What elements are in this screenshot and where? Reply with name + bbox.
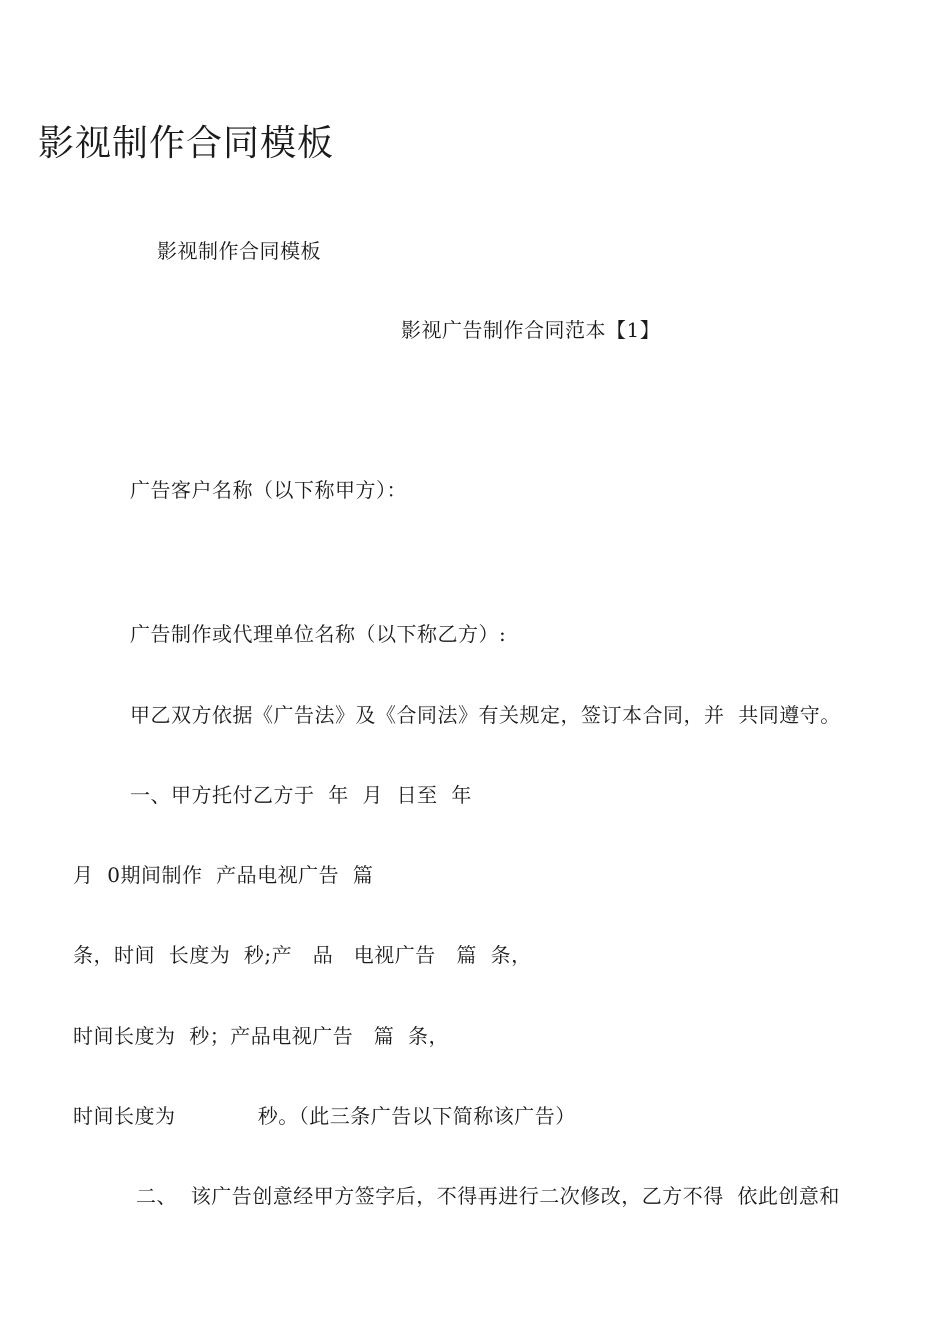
document-subtitle: 影视制作合同模板 bbox=[157, 239, 321, 263]
clause-1-line: 一、甲方托付乙方于 年 月 日至 年 bbox=[130, 783, 472, 807]
agreement-line: 甲乙双方依据《广告法》及《合同法》有关规定，签订本合同，并 共同遵守。 bbox=[130, 703, 841, 727]
document-title: 影视制作合同模板 bbox=[38, 123, 335, 164]
contract-heading: 影视广告制作合同范本【1】 bbox=[401, 318, 661, 342]
clause-2-line: 二、 该广告创意经甲方签字后，不得再进行二次修改，乙方不得 依此创意和 bbox=[136, 1184, 840, 1208]
clause-1-continued-1: 月 0期间制作 产品电视广告 篇 bbox=[73, 863, 374, 887]
party-b-line: 广告制作或代理单位名称（以下称乙方）: bbox=[130, 622, 507, 646]
clause-1-continued-2: 条，时间 长度为 秒;产 品 电视广告 篇 条， bbox=[73, 943, 532, 967]
clause-1-continued-4: 时间长度为 秒。（此三条广告以下简称该广告） bbox=[73, 1104, 576, 1128]
clause-1-continued-3: 时间长度为 秒；产品电视广告 篇 条， bbox=[73, 1024, 450, 1048]
party-a-line: 广告客户名称（以下称甲方）： bbox=[130, 478, 407, 502]
